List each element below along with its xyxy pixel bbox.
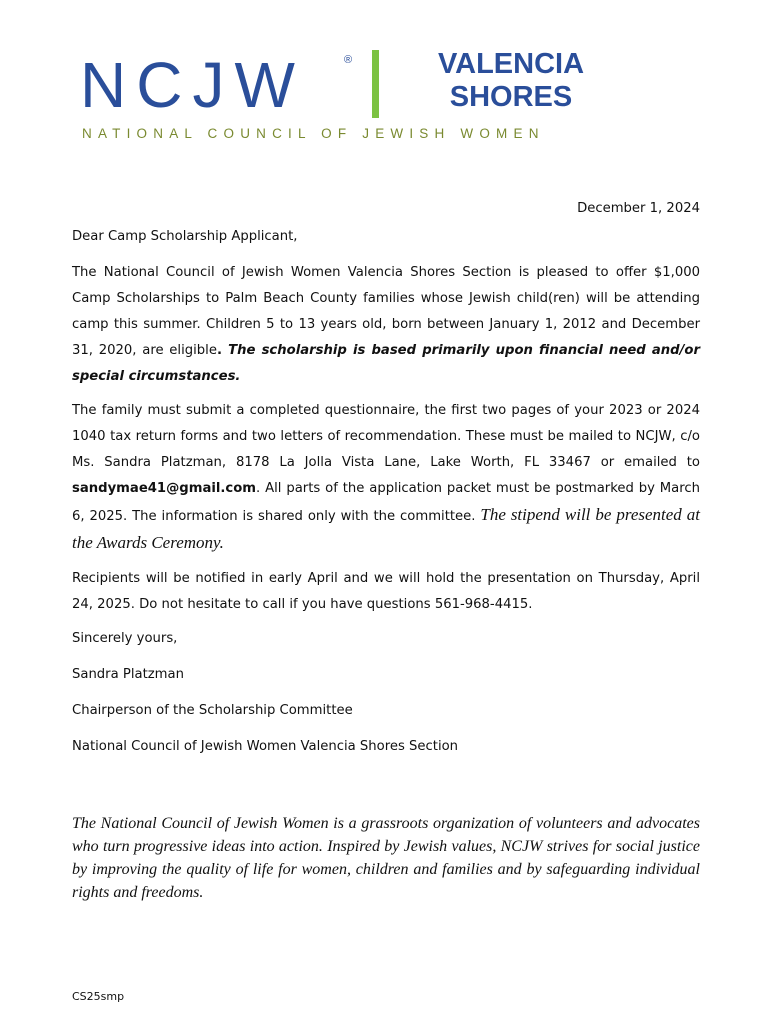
logo-registered-mark: ®: [344, 54, 353, 66]
paragraph-requirements-text-a: The family must submit a completed questionnaire, the first two pages of your 2023 or 2024 1040 tax return forms and two letters of recommendation. These must be mailed to NCJW, c/o Ms. Sandra Platzman, 8178 La Jolla Vista Lane, Lake Worth, FL 33467 or emailed to: [72, 403, 700, 470]
logo-divider-bar: [372, 50, 379, 118]
signer-name: Sandra Platzman: [72, 667, 184, 682]
contact-email: sandymae41@gmail.com: [72, 481, 257, 496]
paragraph-offer: [72, 260, 700, 390]
letter-body: [72, 196, 700, 770]
paragraph-requirements: [72, 398, 700, 558]
signer-organization: National Council of Jewish Women Valencia Shores Section: [72, 739, 459, 754]
logo-acronym: NCJW: [80, 49, 305, 121]
paragraph-offer-emphasis: The scholarship is based primarily upon financial need and/or special circumstances.: [72, 343, 700, 384]
closing: Sincerely yours,: [72, 631, 178, 646]
paragraph-requirements-emphasis: The stipend will be presented at the Awards Ceremony.: [72, 505, 700, 552]
logo-tagline: NATIONAL COUNCIL OF JEWISH WOMEN: [82, 126, 545, 141]
ncjw-logo: [78, 44, 648, 154]
letter-date: December 1, 2024: [577, 201, 700, 216]
salutation: Dear Camp Scholarship Applicant,: [72, 229, 298, 244]
mission-statement: The National Council of Jewish Women is a grassroots organization of volunteers and advocates who turn progressive ideas into action. Inspired by Jewish values, NCJW strives for social justice by improving the quality of life for women, children and families and by safeguarding individual rights and freedoms.: [72, 815, 700, 901]
paragraph-notification: Recipients will be notified in early April and we will hold the presentation on Thursday, April 24, 2025. Do not hesitate to call if you have questions 561-968-4415.: [72, 571, 700, 612]
logo-section-line2: SHORES: [449, 81, 573, 113]
paragraph-offer-text: The National Council of Jewish Women Valencia Shores Section is pleased to offer $1,000 Camp Scholarships to Palm Beach County families whose Jewish child(ren) will be attending camp this summer. Children 5 to 13 years old, born between January 1, 2012 and December 31, 2020, are eligible: [72, 265, 700, 358]
signer-title: Chairperson of the Scholarship Committee: [72, 703, 353, 718]
logo-section-line1: VALENCIA: [437, 48, 585, 80]
document-code: CS25smp: [72, 990, 125, 1003]
logo-section-name: [411, 48, 611, 114]
paragraph-requirements-text-b: . All parts of the application packet must be postmarked by March 6, 2025. The information is shared only with the committee.: [72, 481, 700, 524]
paragraph-offer-period: .: [216, 343, 222, 358]
